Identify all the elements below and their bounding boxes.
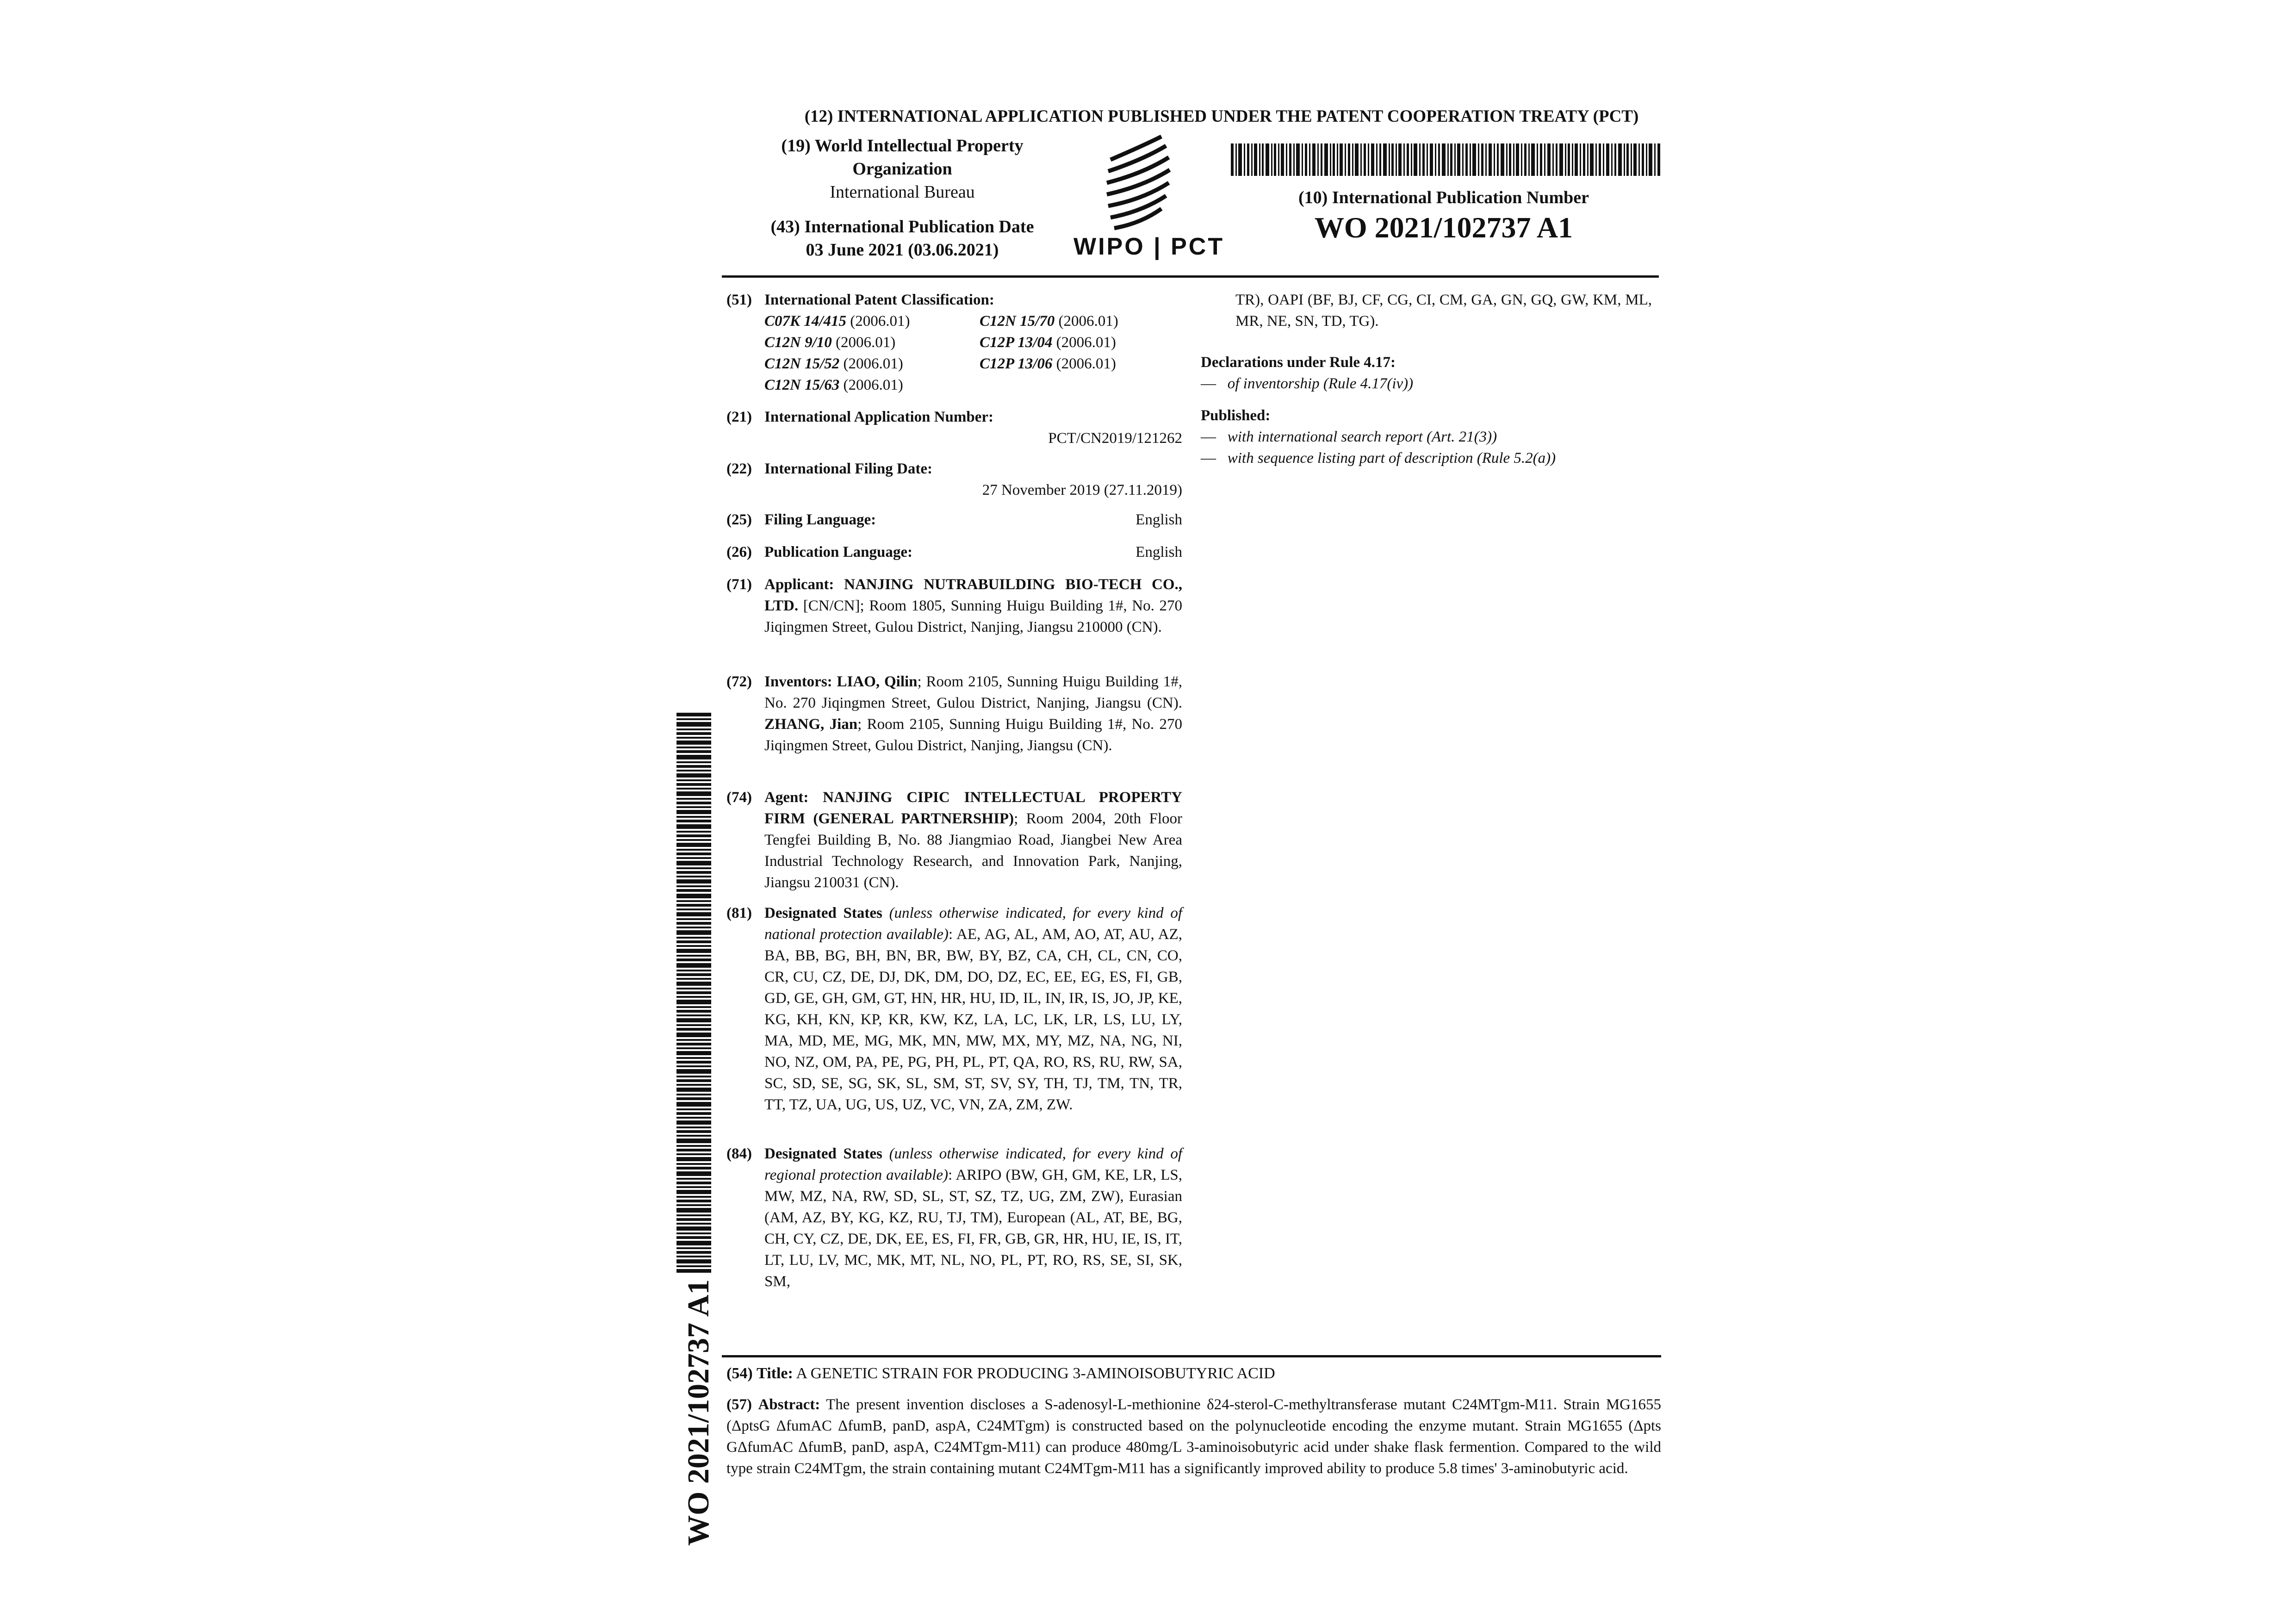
- published-item: — with sequence listing part of description (Rule 5.2(a)): [1201, 450, 1556, 467]
- treaty-heading: (12) INTERNATIONAL APPLICATION PUBLISHED UNDER THE PATENT COOPERATION TREATY (PCT): [804, 107, 1639, 126]
- field-label: Applicant:: [764, 576, 834, 593]
- abstract-text: The present invention discloses a S-adenosyl-L-methionine δ24-sterol-C-methyltransferase mutant C24MTgm-M11. Strain MG1655 (ΔptsG ΔfumAC ΔfumB, panD, aspA, C24MTgm) is constructed based on the polynucleotide encoding the enzyme mutant. Strain MG1655 (Δpts GΔfumAC ΔfumB, panD, aspA, C24MTgm-M11) can produce 480mg/L 3-aminoisobutyric acid under shake flask fermention. Compared to the wild type strain C24MTgm, the strain containing mutant C24MTgm-M11 has a significantly improved ability to produce 5.8 times' 3-aminobutyric acid.: [726, 1396, 1661, 1477]
- title-value: A GENETIC STRAIN FOR PRODUCING 3-AMINOISOBUTYRIC ACID: [796, 1365, 1275, 1382]
- wipo-pct-logo-text: WIPO | PCT: [1074, 233, 1225, 260]
- declaration-item: — of inventorship (Rule 4.17(iv)): [1201, 375, 1414, 392]
- field-number: (26): [726, 544, 752, 560]
- wipo-logo: [1064, 132, 1240, 271]
- title-label: Title:: [757, 1365, 793, 1382]
- field-label: Designated States: [764, 905, 882, 921]
- org-bureau: International Bureau: [830, 182, 975, 202]
- applicant-address: [CN/CN]; Room 1805, Sunning Huigu Building 1#, No. 270 Jiqingmen Street, Gulou District, Nanjing, Jiangsu 210000 (CN).: [764, 597, 1182, 635]
- field-label: International Filing Date:: [764, 460, 932, 477]
- published-item: — with international search report (Art. 21(3)): [1201, 429, 1497, 445]
- abstract-divider: [722, 1355, 1661, 1357]
- field-qualifier: (unless otherwise indicated, for every kind of regional protection available): [764, 1145, 1183, 1183]
- field-number: (22): [726, 460, 752, 477]
- field-number: (51): [726, 292, 752, 308]
- abstract-block: [726, 1394, 1661, 1479]
- field-51-classification: [726, 289, 1182, 396]
- abstract-label: Abstract:: [758, 1396, 820, 1413]
- declarations-block: [1201, 352, 1654, 394]
- title-number: (54): [726, 1365, 753, 1382]
- field-number: (72): [726, 673, 752, 690]
- field-label: Designated States: [764, 1145, 882, 1162]
- inventor-name: LIAO, Qilin: [837, 673, 918, 690]
- barcode-icon: [1231, 143, 1661, 176]
- field-label: International Patent Classification:: [764, 292, 994, 308]
- ipc-class: C12P 13/06 (2006.01): [980, 355, 1116, 372]
- ipc-class: C07K 14/415 (2006.01): [764, 313, 910, 330]
- field-value: English: [1136, 544, 1182, 560]
- field-number: (71): [726, 576, 752, 593]
- org-name-2: Organization: [852, 159, 952, 179]
- field-number: (84): [726, 1145, 752, 1162]
- field-label: International Application Number:: [764, 409, 994, 425]
- field-number: (21): [726, 409, 752, 425]
- inventor-address: ; Room 2105, Sunning Huigu Building 1#, No. 270 Jiqingmen Street, Gulou District, Nanjing, Jiangsu (CN).: [764, 673, 1182, 711]
- inventor-name: ZHANG, Jian: [764, 716, 858, 733]
- field-label: Filing Language:: [764, 511, 876, 528]
- published-block: [1201, 405, 1654, 469]
- states-list: : AE, AG, AL, AM, AO, AT, AU, AZ, BA, BB, BG, BH, BN, BR, BW, BY, BZ, CA, CH, CL, CN, CO, CR, CU, CZ, DE, DJ, DK, DM, DO, DZ, EC, EE, EG, ES, FI, GB, GD, GE, GH, GM, GT, HN, HR, HU, ID, IL, IN, IR, IS, JO, JP, KE, KG, KH, KN, KP, KR, KW, KZ, LA, LC, LK, LR, LS, LU, LY, MA, MD, ME, MG, MK, MN, MW, MX, MY, MZ, NA, NG, NI, NO, NZ, OM, PA, PE, PG, PH, PL, PT, QA, RO, RS, RU, RW, SA, SC, SD, SE, SG, SK, SL, SM, ST, SV, SY, TH, TJ, TM, TN, TR, TT, TZ, UA, UG, US, UZ, VC, VN, ZA, ZM, ZW.: [764, 926, 1182, 1113]
- field-label: Agent:: [764, 789, 809, 806]
- org-name-1: World Intellectual Property: [814, 136, 1024, 156]
- side-barcode: [676, 713, 711, 1273]
- field-number: (74): [726, 789, 752, 806]
- ipc-class: C12N 9/10 (2006.01): [764, 334, 896, 351]
- states-list: : ARIPO (BW, GH, GM, KE, LR, LS, MW, MZ, NA, RW, SD, SL, ST, SZ, TZ, UG, ZM, ZW), Eurasian (AM, AZ, BY, KG, KZ, RU, TJ, TM), European (AL, AT, BE, BG, CH, CY, CZ, DE, DK, EE, ES, FI, FR, GB, GR, HR, HU, IE, IS, IT, LT, LU, LV, MC, MK, MT, NL, NO, PL, PT, RO, RS, SE, SI, SK, SM,: [764, 1167, 1182, 1290]
- abstract-number: (57): [726, 1396, 752, 1413]
- field-value: English: [1136, 511, 1182, 528]
- barcode-icon: [676, 713, 711, 1273]
- published-title: Published:: [1201, 407, 1271, 424]
- org-code: (19): [781, 136, 811, 156]
- declarations-title: Declarations under Rule 4.17:: [1201, 354, 1396, 371]
- publication-number: WO 2021/102737 A1: [1314, 211, 1573, 244]
- ipc-class: C12N 15/52 (2006.01): [764, 355, 903, 372]
- header-divider: [722, 275, 1659, 278]
- field-number: (81): [726, 905, 752, 921]
- top-barcode: [1231, 143, 1661, 176]
- field-label: Inventors:: [764, 673, 832, 690]
- ipc-class: C12P 13/04 (2006.01): [980, 334, 1116, 351]
- publication-date-block: [740, 215, 1064, 261]
- agent-name: NANJING CIPIC INTELLECTUAL PROPERTY FIRM (GENERAL PARTNERSHIP): [764, 789, 1183, 827]
- publication-number-label: (10) International Publication Number: [1298, 188, 1589, 207]
- ipc-class: C12N 15/70 (2006.01): [980, 313, 1118, 330]
- pub-date-label: (43) International Publication Date: [770, 217, 1034, 236]
- field-label: Publication Language:: [764, 544, 912, 560]
- field-value: PCT/CN2019/121262: [1048, 430, 1182, 447]
- side-publication-number: WO 2021/102737 A1: [682, 1279, 715, 1546]
- field-number: (25): [726, 511, 752, 528]
- organization-block: [740, 134, 1064, 204]
- field-value: 27 November 2019 (27.11.2019): [982, 482, 1182, 498]
- title-block: [726, 1363, 1661, 1384]
- pub-date-value: 03 June 2021 (03.06.2021): [806, 240, 999, 260]
- inventor-address: ; Room 2105, Sunning Huigu Building 1#, No. 270 Jiqingmen Street, Gulou District, Nanjing, Jiangsu (CN).: [764, 716, 1182, 754]
- field-qualifier: (unless otherwise indicated, for every kind of national protection available): [764, 905, 1183, 943]
- agent-address: ; Room 2004, 20th Floor Tengfei Building B, No. 88 Jiangmiao Road, Jiangbei New Area Industrial Technology Research, and Innovation Park, Nanjing, Jiangsu 210031 (CN).: [764, 810, 1183, 891]
- regional-states-continued: TR), OAPI (BF, BJ, CF, CG, CI, CM, GA, GN, GQ, GW, KM, ML, MR, NE, SN, TD, TG).: [1235, 292, 1652, 330]
- ipc-class: C12N 15/63 (2006.01): [764, 377, 903, 393]
- applicant-name: NANJING NUTRABUILDING BIO-TECH CO., LTD.: [764, 576, 1182, 614]
